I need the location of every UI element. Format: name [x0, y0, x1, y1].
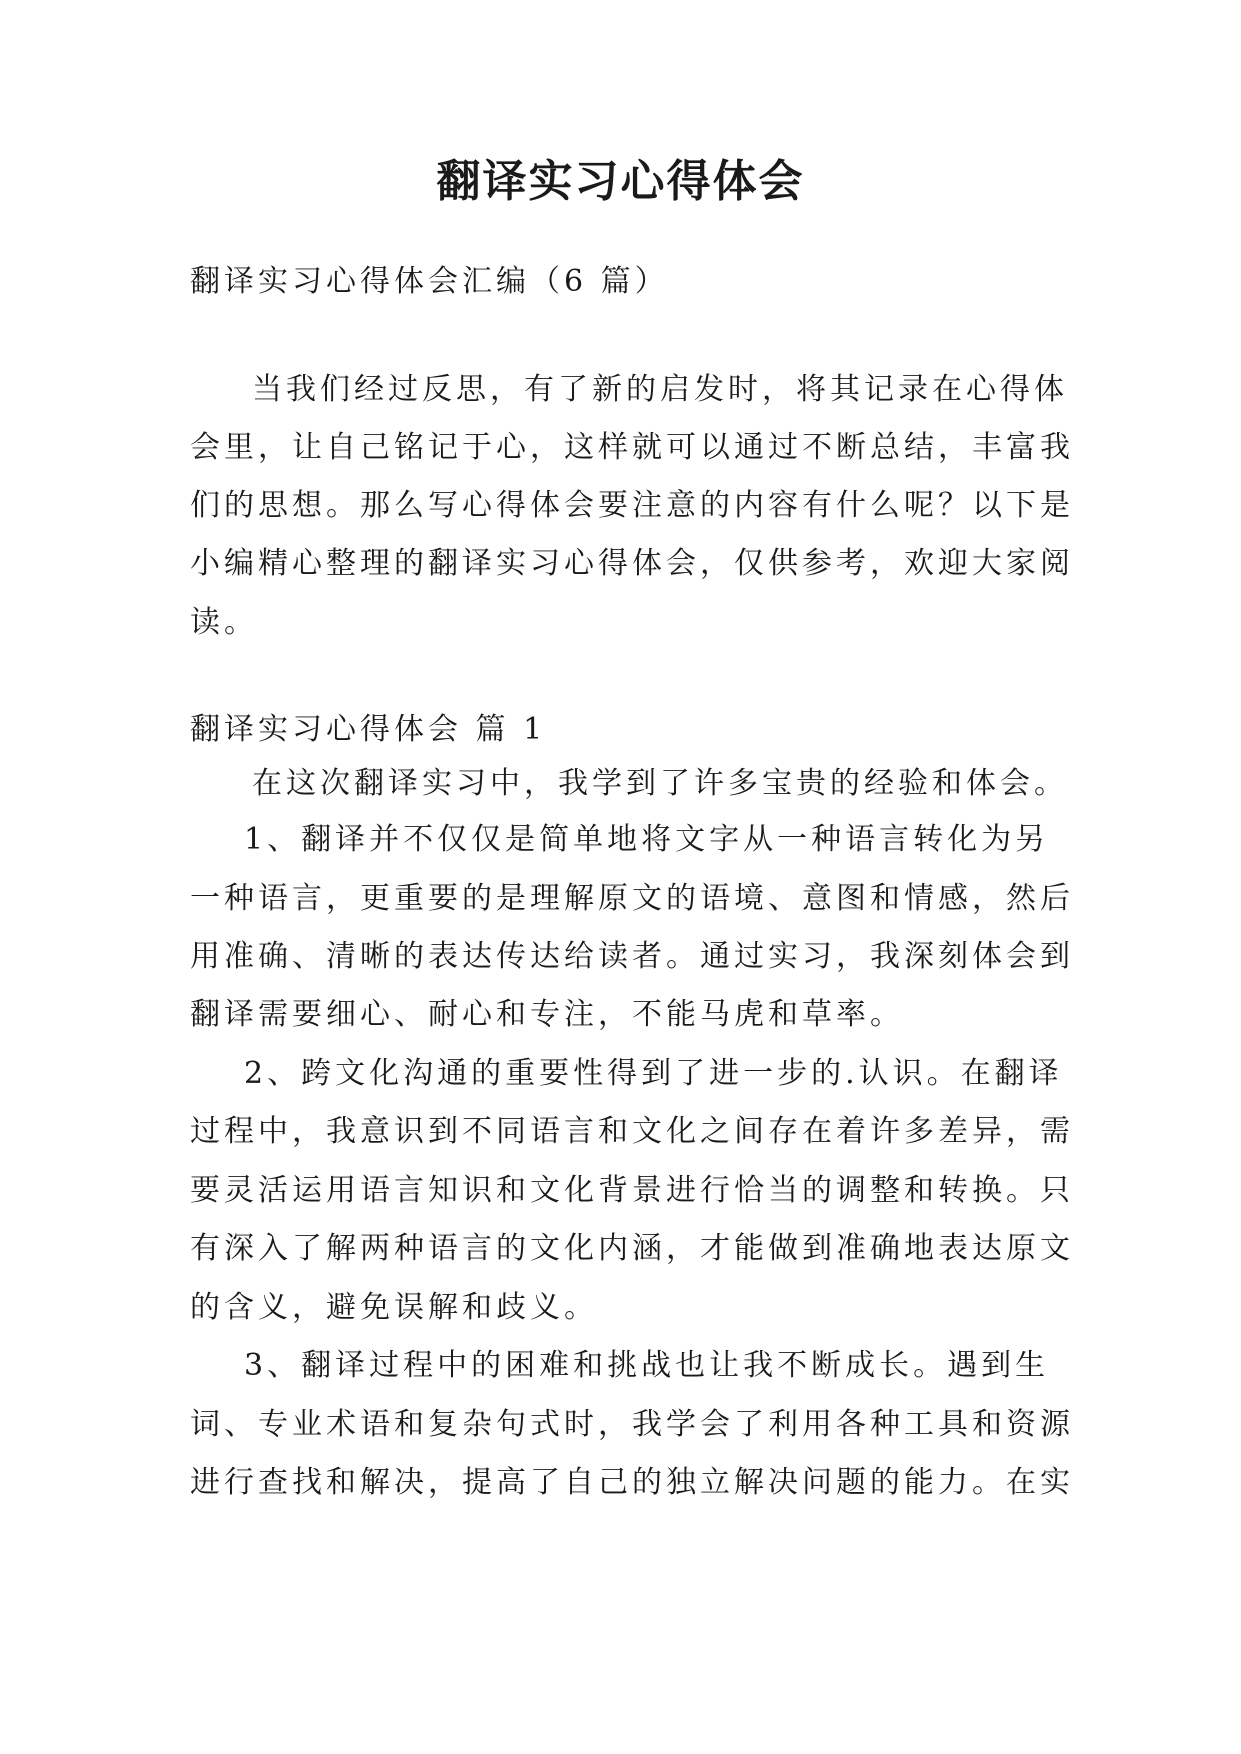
document-title: 翻译实习心得体会 — [436, 156, 805, 207]
point-2-line: 有深入了解两种语言的文化内涵，才能做到准确地表达原文 — [190, 1231, 1074, 1266]
point-1-line: 用准确、清晰的表达传达给读者。通过实习，我深刻体会到 — [190, 939, 1074, 974]
intro-line: 们的思想。那么写心得体会要注意的内容有什么呢？以下是 — [190, 488, 1074, 523]
document-subtitle: 翻译实习心得体会汇编（6 篇） — [190, 264, 669, 299]
intro-line: 读。 — [190, 605, 258, 640]
point-2-line: 的含义，避免误解和歧义。 — [190, 1290, 598, 1325]
intro-line: 会里，让自己铭记于心，这样就可以通过不断总结，丰富我 — [190, 430, 1074, 465]
section-heading: 翻译实习心得体会 篇 1 — [190, 712, 547, 747]
section-opening: 在这次翻译实习中，我学到了许多宝贵的经验和体会。 — [252, 766, 1068, 801]
point-3-line: 3、翻译过程中的困难和挑战也让我不断成长。遇到生 — [244, 1348, 1050, 1383]
point-2-line: 要灵活运用语言知识和文化背景进行恰当的调整和转换。只 — [190, 1173, 1074, 1208]
point-1-line: 一种语言，更重要的是理解原文的语境、意图和情感，然后 — [190, 881, 1074, 916]
point-1-line: 翻译需要细心、耐心和专注，不能马虎和草率。 — [190, 997, 904, 1032]
point-1-line: 1、翻译并不仅仅是简单地将文字从一种语言转化为另 — [244, 822, 1050, 857]
point-2-line: 2、跨文化沟通的重要性得到了进一步的.认识。在翻译 — [244, 1056, 1063, 1091]
point-2-line: 过程中，我意识到不同语言和文化之间存在着许多差异，需 — [190, 1114, 1074, 1149]
point-3-line: 进行查找和解决，提高了自己的独立解决问题的能力。在实 — [190, 1465, 1074, 1500]
point-3-line: 词、专业术语和复杂句式时，我学会了利用各种工具和资源 — [190, 1407, 1074, 1442]
intro-line: 小编精心整理的翻译实习心得体会，仅供参考，欢迎大家阅 — [190, 546, 1074, 581]
intro-line: 当我们经过反思，有了新的启发时，将其记录在心得体 — [252, 372, 1068, 407]
